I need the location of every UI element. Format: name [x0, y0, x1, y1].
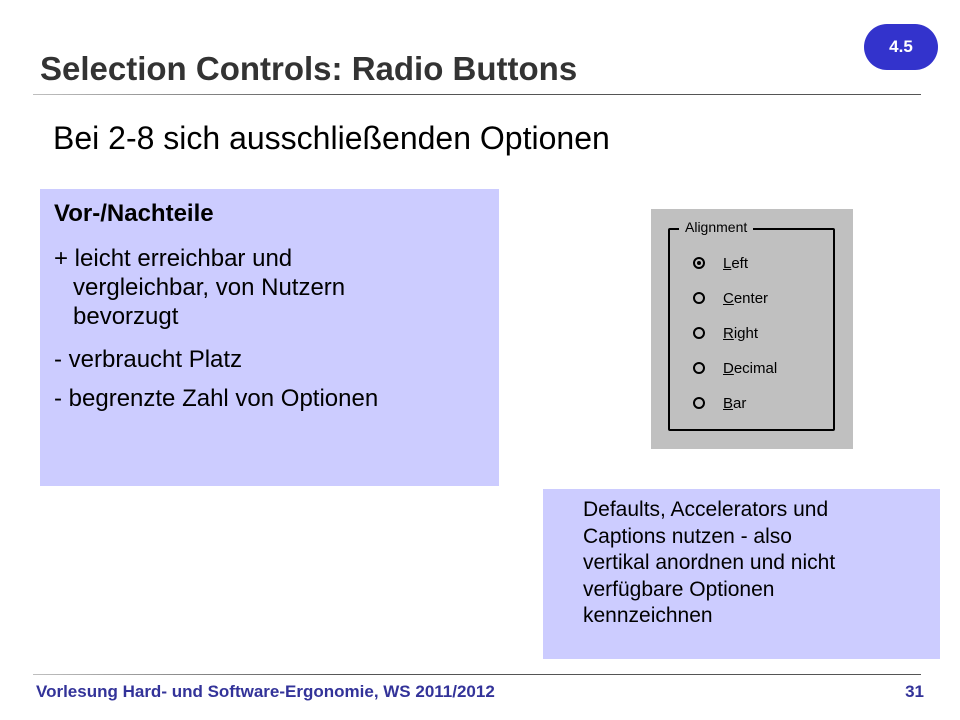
page-number: 31 — [905, 682, 924, 701]
pros-cons-box — [40, 189, 499, 486]
radio-label — [723, 255, 748, 272]
accelerator-key: D — [723, 359, 734, 377]
radio-option-center[interactable] — [693, 287, 768, 309]
radio-option-decimal[interactable] — [693, 357, 777, 379]
radio-unchecked-icon[interactable] — [693, 327, 705, 339]
radio-label — [723, 360, 777, 377]
accelerator-key: L — [723, 254, 732, 272]
radio-unchecked-icon[interactable] — [693, 292, 705, 304]
radio-label — [723, 325, 758, 342]
radio-option-left[interactable] — [693, 252, 748, 274]
pros-cons-item: - verbraucht Platz — [54, 346, 243, 373]
radio-label-rest: enter — [733, 289, 769, 307]
radio-unchecked-icon[interactable] — [693, 362, 705, 374]
pros-cons-heading: Vor-/Nachteile — [54, 200, 214, 227]
footer-divider — [33, 674, 921, 675]
accelerator-key: C — [723, 289, 734, 307]
pros-cons-item: - begrenzte Zahl von Optionen — [54, 385, 379, 412]
footer-lecture: Vorlesung Hard- und Software-Ergonomie, WS 2011/2012 — [36, 682, 495, 701]
radio-option-right[interactable] — [693, 322, 758, 344]
radio-label-rest: ecimal — [733, 359, 778, 377]
slide-subtitle: Bei 2-8 sich ausschließenden Optionen — [53, 120, 610, 156]
radio-label — [723, 290, 768, 307]
radio-label-rest: eft — [731, 254, 749, 272]
section-badge: 4.5 — [864, 24, 938, 70]
pros-cons-item: + leicht erreichbar und vergleichbar, von Nutzern bevorzugt — [54, 245, 346, 330]
guideline-note: Defaults, Accelerators und Captions nutzen - also vertikal anordnen und nicht verfügbare Optionen kennzeichnen — [543, 489, 940, 659]
radio-option-bar[interactable] — [693, 392, 746, 414]
accelerator-key: R — [723, 324, 734, 342]
radio-unchecked-icon[interactable] — [693, 397, 705, 409]
groupbox-legend: Alignment — [679, 219, 753, 235]
alignment-dialog — [651, 209, 853, 449]
accelerator-key: B — [723, 394, 734, 412]
radio-label-rest: ar — [733, 394, 747, 412]
slide-title: Selection Controls: Radio Buttons — [40, 50, 578, 87]
title-divider — [33, 94, 921, 95]
radio-checked-icon[interactable] — [693, 257, 705, 269]
radio-label-rest: ight — [733, 324, 759, 342]
radio-label — [723, 395, 746, 412]
